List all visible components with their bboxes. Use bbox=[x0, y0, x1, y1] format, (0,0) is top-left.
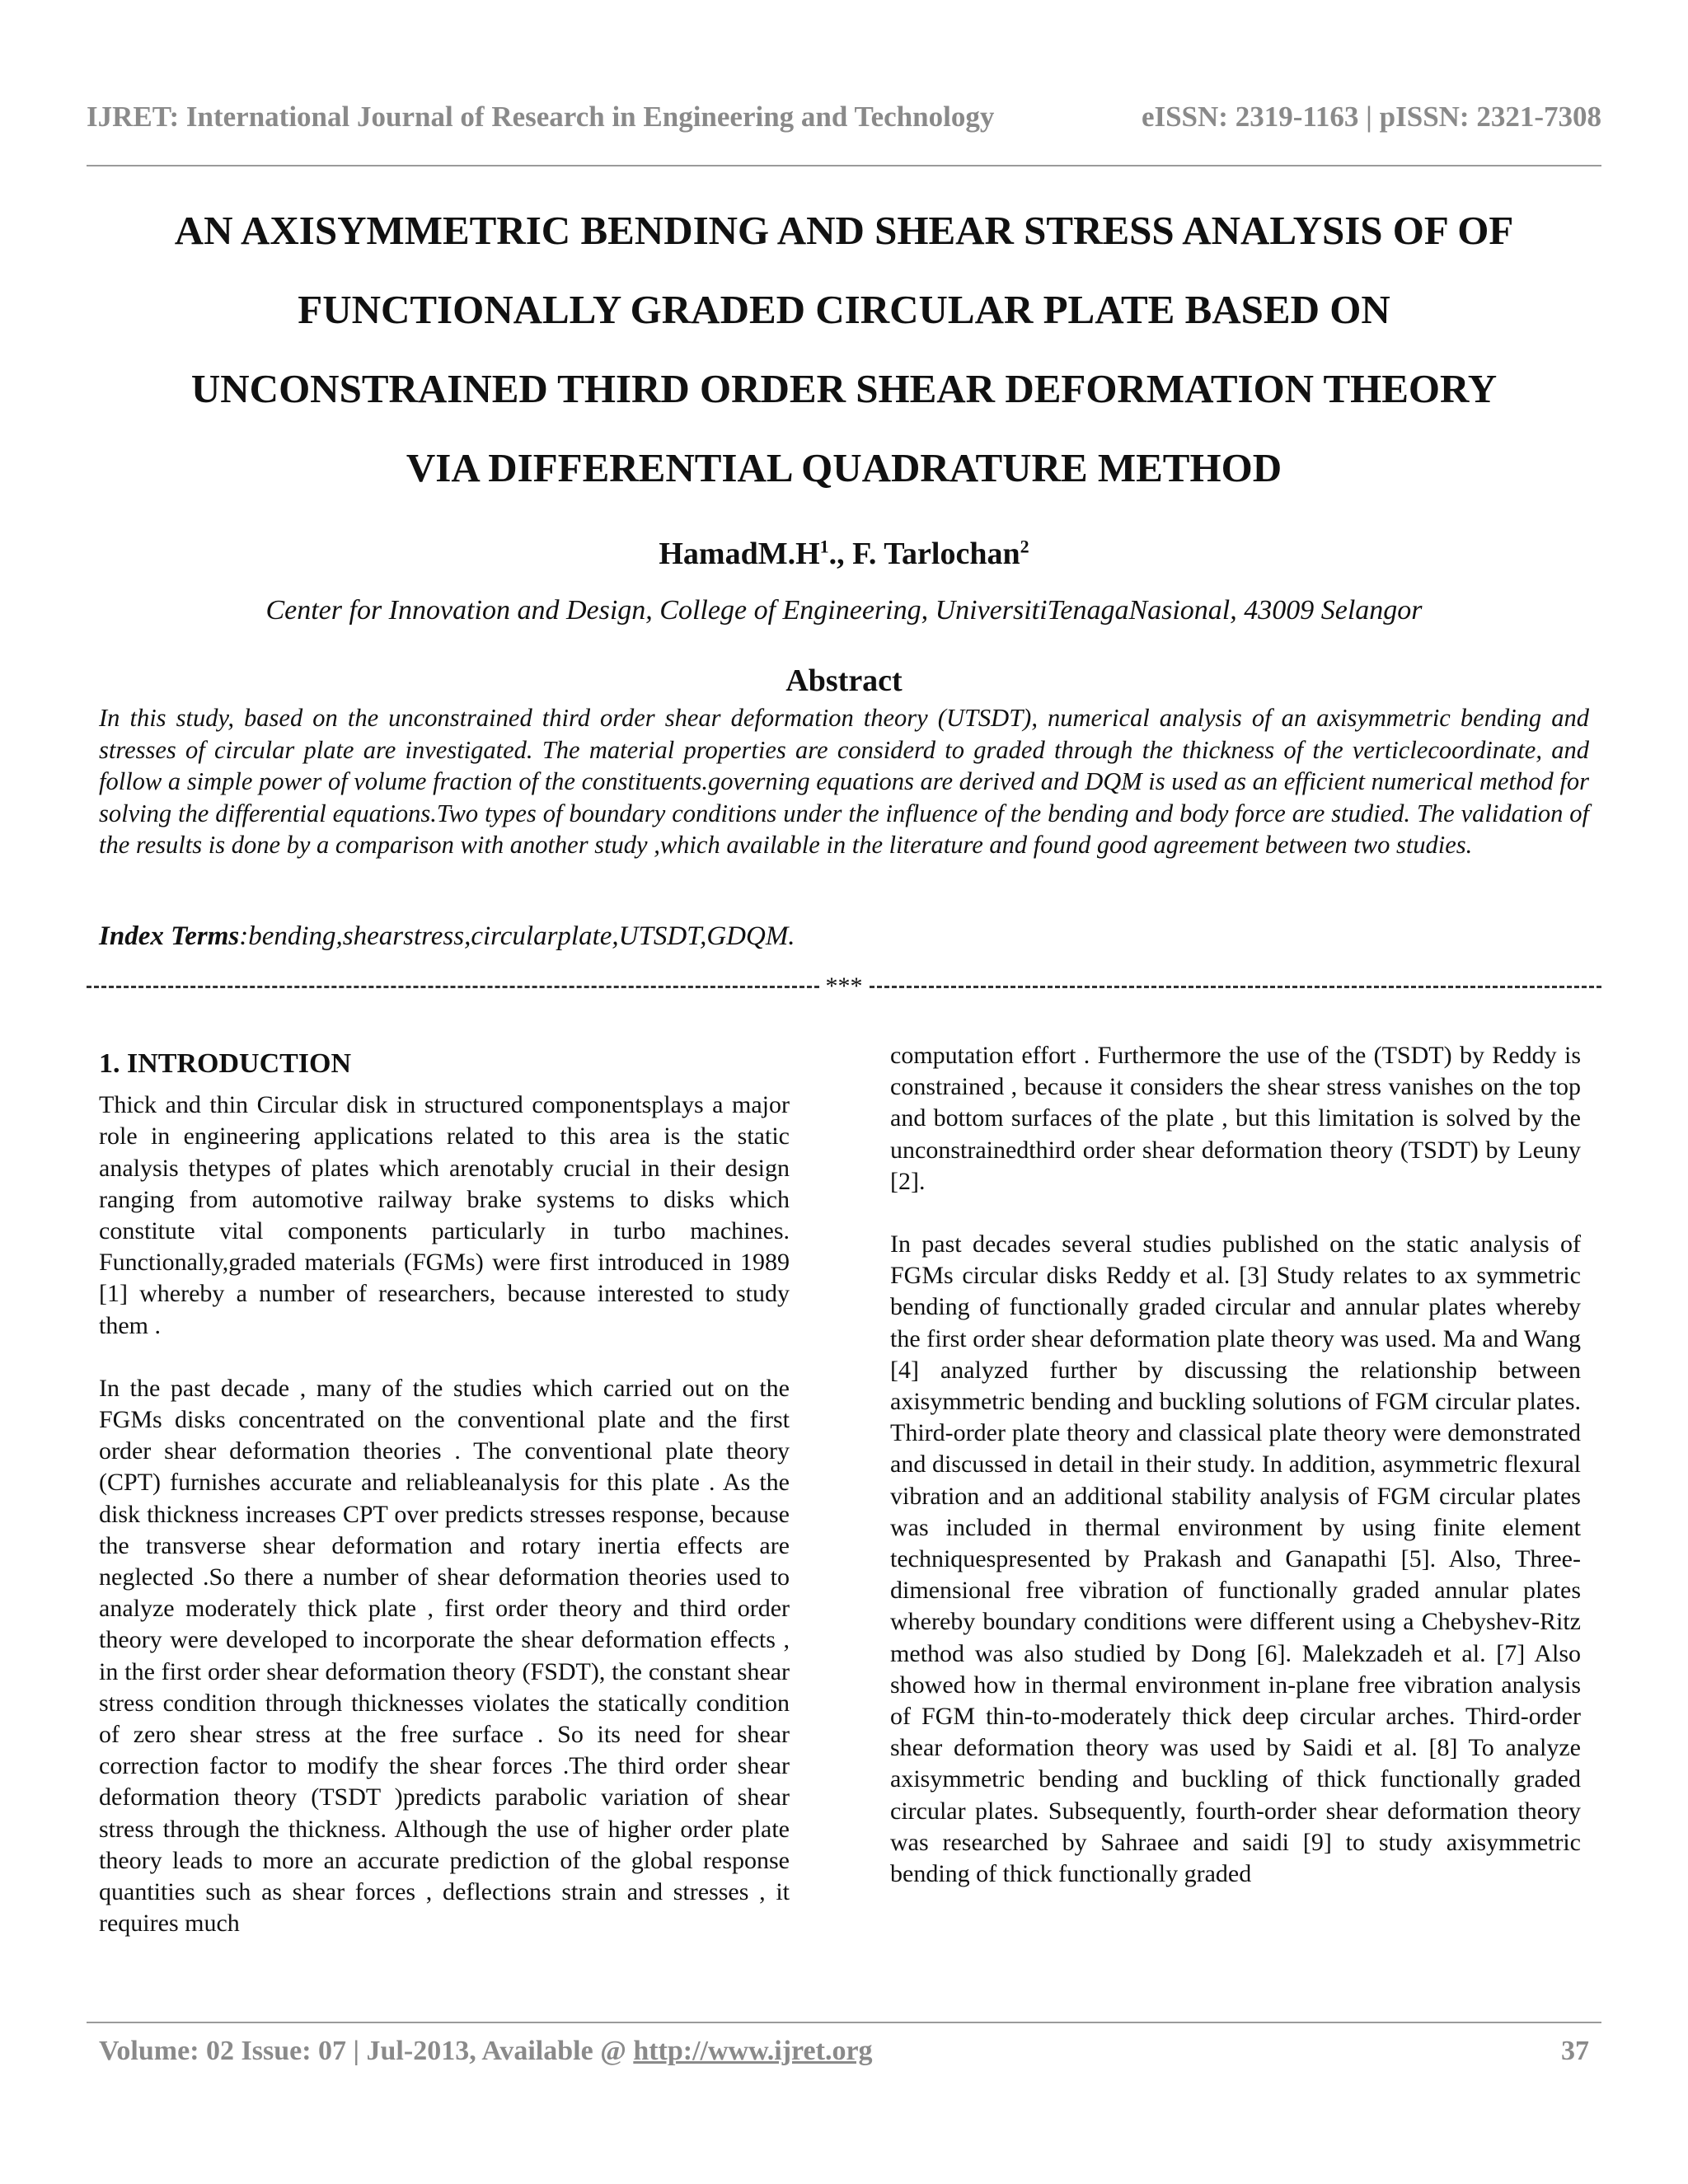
abstract-text: In this study, based on the unconstrained third order shear deformation theory (UTSDT), numerical analysis of an axisymmetric bending and stresses of circular plate are investigated. The material properties are considerd to graded through the thickness of the verticlecoordinate, and follow a simple power of volume fraction of the constituents.governing equations are derived and DQM is used as an efficient numerical method for solving the differential equations.Two types of boundary conditions under the influence of the bending and body force are studied. The validation of the results is done by a comparison with another study ,which available in the literature and found good agreement between two studies. bbox=[99, 704, 1589, 859]
header-rule bbox=[87, 165, 1601, 166]
section-divider bbox=[87, 972, 1601, 1001]
title-line: UNCONSTRAINED THIRD ORDER SHEAR DEFORMATION THEORY bbox=[190, 366, 1498, 411]
author-separator: ., F. Tarlochan bbox=[828, 537, 1020, 571]
index-terms-label: Index Terms bbox=[99, 921, 240, 951]
journal-link[interactable]: http://www.ijret.org bbox=[633, 2036, 873, 2066]
authors bbox=[0, 536, 1688, 572]
left-column bbox=[99, 1038, 790, 1971]
right-column bbox=[890, 1040, 1581, 1921]
running-footer bbox=[99, 2036, 1589, 2067]
body-paragraph: Thick and thin Circular disk in structured componentsplays a major role in engineering applications related to this area is the static analysis thetypes of plates which arenotably crucial in their design ranging from automotive railway brake systems to disks which constitute vital components particularly in turbo machines. Functionally,graded materials (FGMs) were first introduced in 1989 [1] whereby a number of researchers, because interested to study them . bbox=[99, 1091, 790, 1339]
author-1-affil-mark: 1 bbox=[819, 536, 829, 557]
index-terms-text: :bending,shearstress,circularplate,UTSDT,GDQM. bbox=[239, 921, 795, 951]
author-2-affil-mark: 2 bbox=[1020, 536, 1029, 557]
journal-name: IJRET: International Journal of Research in Engineering and Technology bbox=[87, 101, 995, 133]
body-paragraph: In past decades several studies published on the static analysis of FGMs circular disks Reddy et al. [3] Study relates to ax symmetric bending of functionally graded circular and annular plates whereby the first order shear deformation plate theory was used. Ma and Wang [4] analyzed further by discussing the relationship between axisymmetric bending and buckling solutions of FGM circular plates. Third-order plate theory and classical plate theory were demonstrated and discussed in detail in their study. In addition, asymmetric flexural vibration and an additional stability analysis of FGM circular plates was included in thermal environment by using finite element techniquespresented by Prakash and Ganapathi [5]. Also, Three-dimensional free vibration of functionally graded annular plates whereby boundary conditions were different using a Chebyshev-Ritz method was also studied by Dong [6]. Malekzadeh et al. [7] Also showed how in thermal environment in-plane free vibration analysis of FGM thin-to-moderately thick deep circular arches. Third-order shear deformation theory was used by Saidi et al. [8] To analyze axisymmetric bending and buckling of thick functionally graded circular plates. Subsequently, fourth-order shear deformation theory was researched by Sahraee and saidi [9] to study axisymmetric bending of thick functionally graded bbox=[890, 1230, 1581, 1888]
abstract-heading: Abstract bbox=[785, 663, 903, 698]
body-paragraph: In the past decade , many of the studies which carried out on the FGMs disks concentrated on the conventional plate and the first order shear deformation theories . The conventional plate theory (CPT) furnishes accurate and reliableanalysis for this plate . As the disk thickness increases CPT over predicts stresses response, because the transverse shear deformation and rotary inertia effects are neglected .So there a number of shear deformation theories used to analyze moderately thick plate , first order theory and third order theory were developed to incorporate the shear deformation effects , in the first order shear deformation theory (FSDT), the constant shear stress condition through thicknesses violates the statically condition of zero shear stress at the free surface . So its need for shear correction factor to modify the shear forces .The third order shear deformation theory (TSDT )predicts parabolic variation of shear stress through the thickness. Although the use of higher order plate theory leads to more an accurate prediction of the global response quantities such as shear forces , deflections strain and stresses , it requires much bbox=[99, 1374, 790, 1938]
divider-dash-right bbox=[870, 986, 1602, 988]
footer-volume bbox=[99, 2036, 873, 2067]
paper-title bbox=[87, 191, 1601, 508]
divider-stars: *** bbox=[825, 972, 863, 1000]
volume-info: Volume: 02 Issue: 07 | Jul-2013, Available @ bbox=[99, 2036, 634, 2066]
index-terms bbox=[99, 921, 795, 952]
body-paragraph: computation effort . Furthermore the use of the (TSDT) by Reddy is constrained , because it considers the shear stress vanishes on the top and bottom surfaces of the plate , but this limitation is solved by the unconstrainedthird order shear deformation theory (TSDT) by Leuny [2]. bbox=[890, 1042, 1581, 1195]
title-line: FUNCTIONALLY GRADED CIRCULAR PLATE BASED ON bbox=[298, 287, 1390, 332]
running-header bbox=[87, 101, 1601, 134]
section-heading: 1. INTRODUCTION bbox=[99, 1048, 352, 1079]
title-line: AN AXISYMMETRIC BENDING AND SHEAR STRESS ANALYSIS OF OF bbox=[174, 208, 1514, 253]
page-number: 37 bbox=[1561, 2036, 1589, 2066]
author-1: HamadM.H bbox=[659, 537, 820, 571]
divider-dash-left bbox=[87, 986, 819, 988]
issn-numbers: eISSN: 2319-1163 | pISSN: 2321-7308 bbox=[1141, 101, 1601, 133]
affiliation: Center for Innovation and Design, College of Engineering, UniversitiTenagaNasional, 43009 Selangor bbox=[265, 595, 1423, 626]
footer-rule bbox=[87, 2022, 1601, 2023]
title-line: VIA DIFFERENTIAL QUADRATURE METHOD bbox=[406, 445, 1282, 490]
